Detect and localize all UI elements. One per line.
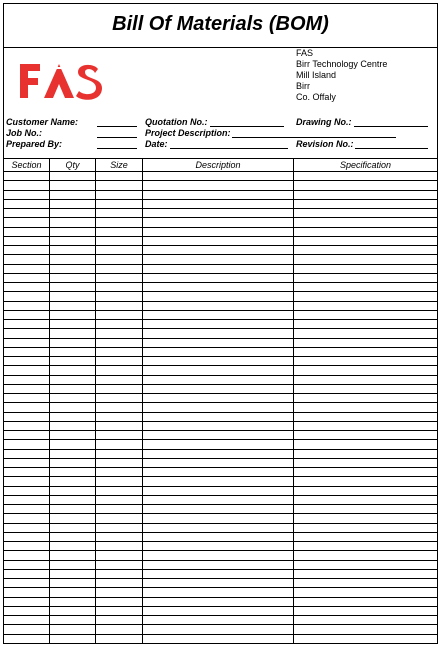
table-row	[4, 171, 437, 172]
table-row	[4, 532, 437, 533]
column-divider	[49, 159, 50, 643]
table-row	[4, 523, 437, 524]
table-row	[4, 227, 437, 228]
table-row	[4, 615, 437, 616]
address-line: Mill Island	[296, 70, 337, 80]
column-header-qty: Qty	[65, 160, 80, 170]
customer-name-label: Customer Name:	[6, 117, 79, 127]
column-header-description: Description	[195, 160, 241, 170]
table-row	[4, 439, 437, 440]
table-row	[4, 338, 437, 339]
table-row	[4, 208, 437, 209]
project-description-label: Project Description:	[145, 128, 231, 138]
column-header-size: Size	[110, 160, 128, 170]
revision-no-label: Revision No.:	[296, 139, 354, 149]
column-header-section: Section	[11, 160, 42, 170]
table-row	[4, 347, 437, 348]
date-label: Date:	[145, 139, 168, 149]
quotation-no-label: Quotation No.:	[145, 117, 208, 127]
bom-table	[4, 158, 437, 643]
table-row	[4, 254, 437, 255]
address-line: Birr Technology Centre	[296, 59, 388, 69]
quotation-no-field[interactable]	[210, 117, 284, 127]
table-row	[4, 458, 437, 459]
table-row	[4, 328, 437, 329]
job-no-field[interactable]	[97, 128, 137, 138]
table-row	[4, 421, 437, 422]
column-divider	[293, 159, 294, 643]
drawing-no-field[interactable]	[354, 117, 428, 127]
table-row	[4, 550, 437, 551]
table-row	[4, 356, 437, 357]
table-row	[4, 569, 437, 570]
table-row	[4, 245, 437, 246]
table-row	[4, 282, 437, 283]
table-row	[4, 375, 437, 376]
table-row	[4, 384, 437, 385]
table-row	[4, 236, 437, 237]
table-row	[4, 634, 437, 635]
table-row	[4, 476, 437, 477]
company-address	[296, 48, 387, 103]
table-row	[4, 217, 437, 218]
table-row	[4, 643, 437, 644]
table-row	[4, 412, 437, 413]
table-row	[4, 449, 437, 450]
table-row	[4, 365, 437, 366]
table-row	[4, 190, 437, 191]
fas-logo	[16, 58, 102, 102]
table-row	[4, 393, 437, 394]
address-line: Birr	[296, 81, 310, 91]
table-row	[4, 513, 437, 514]
table-row	[4, 578, 437, 579]
table-row	[4, 624, 437, 625]
header-fields	[4, 117, 437, 150]
table-row	[4, 264, 437, 265]
table-row	[4, 587, 437, 588]
table-row	[4, 606, 437, 607]
table-row	[4, 310, 437, 311]
customer-name-field[interactable]	[97, 117, 137, 127]
table-row	[4, 495, 437, 496]
table-row	[4, 504, 437, 505]
column-divider	[95, 159, 96, 643]
table-row	[4, 319, 437, 320]
job-no-label: Job No.:	[6, 128, 42, 138]
table-row	[4, 486, 437, 487]
table-row	[4, 541, 437, 542]
table-row	[4, 402, 437, 403]
bom-sheet	[3, 3, 438, 644]
table-row	[4, 467, 437, 468]
project-description-field[interactable]	[232, 128, 396, 138]
page-title: Bill Of Materials (BOM)	[4, 4, 437, 48]
table-row	[4, 291, 437, 292]
column-header-specification: Specification	[339, 160, 392, 170]
table-row	[4, 430, 437, 431]
prepared-by-label: Prepared By:	[6, 139, 63, 149]
column-divider	[142, 159, 143, 643]
drawing-no-label: Drawing No.:	[296, 117, 352, 127]
table-row	[4, 597, 437, 598]
table-row	[4, 560, 437, 561]
table-row	[4, 273, 437, 274]
date-field[interactable]	[170, 139, 288, 149]
table-row	[4, 301, 437, 302]
address-line: FAS	[296, 48, 314, 58]
table-row	[4, 199, 437, 200]
address-line: Co. Offaly	[296, 92, 336, 102]
prepared-by-field[interactable]	[97, 139, 137, 149]
table-row	[4, 180, 437, 181]
revision-no-field[interactable]	[355, 139, 428, 149]
